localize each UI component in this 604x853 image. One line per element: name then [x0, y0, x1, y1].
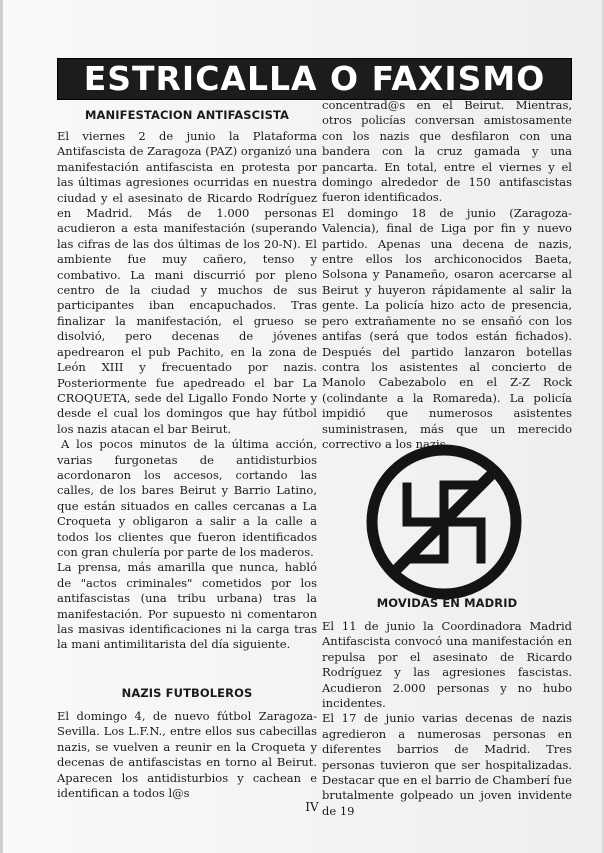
page-edge-left — [0, 0, 3, 853]
crossed-out-swastika-icon — [363, 441, 525, 603]
madrid-paragraph-2: El 17 de junio varias decenas de nazis agredieron a numerosas personas en diferentes barrios de Madrid. Tres personas tuvieron que ser hospitalizadas. Destacar que en el barrio de Chamberí fue brutalmente golpeado un joven invidente de 19 — [322, 711, 572, 818]
section-heading-nazis: NAZIS FUTBOLEROS — [121, 686, 253, 700]
madrid-paragraph-1: El 11 de junio la Coordinadora Madrid Antifascista convocó una manifestación en repulsa por el asesinato de Ricardo Rodríguez y las agresiones fascistas. Acudieron 2.000 personas y no hubo incidentes. — [322, 619, 572, 711]
page-number: IV — [305, 800, 319, 814]
page-title: ESTRICALLA O FAXISMO — [83, 59, 546, 98]
left-column-bottom — [57, 686, 317, 801]
right-column-bottom — [322, 596, 572, 819]
left-column-top — [57, 108, 317, 653]
nazis-paragraph-2: concentrad@s en el Beirut. Mientras, otros policías conversan amistosamente con los nazis que desfilaron con una bandera con la cruz gamada y una pancarta. En total, entre el viernes y el domingo alrededor de 150 antifascistas fueron identificados. — [322, 98, 572, 205]
section-heading-madrid: MOVIDAS EN MADRID — [376, 596, 518, 610]
manifestacion-paragraph-3: La prensa, más amarilla que nunca, habló de "actos criminales" cometidos por los antifascistas (una tribu urbana) tras la manifestación. Por supuesto ni comentaron las masivas identificaciones ni la carga tras la mani antimilitarista del día siguiente. — [57, 560, 317, 652]
right-column-top — [322, 98, 572, 452]
title-banner — [57, 58, 572, 100]
section-heading-manifestacion: MANIFESTACION ANTIFASCISTA — [84, 108, 290, 122]
manifestacion-paragraph-1: El viernes 2 de junio la Plataforma Antifascista de Zaragoza (PAZ) organizó una manifestación antifascista en protesta por las últimas agresiones ocurridas en nuestra ciudad y el asesinato de Ricardo Rodríguez en Madrid. Más de 1.000 personas acudieron a esta manifestación (superando las cifras de las dos últimas de los 20-N). El ambiente fue muy cañero, tenso y combativo. La mani discurrió por pleno centro de la ciudad y muchos de sus participantes iban encapuchados. Tras finalizar la manifestación, el grueso se disolvió, pero decenas de jóvenes apedrearon el pub Pachito, en la zona de León XIII y frecuentado por nazis. Posteriormente fue apedreado el bar La CROQUETA, sede del Ligallo Fondo Norte y desde el cual los domingos que hay fútbol los nazis atacan el bar Beirut. — [57, 129, 317, 436]
nazis-paragraph-3: El domingo 18 de junio (Zaragoza-Valencia), final de Liga por fin y nuevo partido. Apenas una decena de nazis, entre ellos los archiconocidos Baeta, Solsona y Panameño, osaron acercarse al Beirut y huyeron rápidamente al salir la gente. La policía hizo acto de presencia, pero extrañamente no se ensañó con los antifas (será que todos están fichados). Después del partido lanzaron botellas contra los asistentes al concierto de Manolo Cabezabolo en el Z-Z Rock (colindante a la Romareda). La policía impidió que numerosos asistentes suministrasen, más que un merecido correctivo a los nazis. — [322, 205, 572, 451]
nazis-paragraph-1: El domingo 4, de nuevo fútbol Zaragoza-Sevilla. Los L.F.N., entre ellos sus cabecillas nazis, se vuelven a reunir en la Croqueta y decenas de antifascistas en torno al Beirut. Aparecen los antidisturbios y cachean e identifican a todos l@s — [57, 709, 317, 801]
manifestacion-paragraph-2: A los pocos minutos de la última acción, varias furgonetas de antidisturbios acordonaron los accesos, cortando las calles, de los bares Beirut y Barrio Latino, que están situados en calles cercanas a La Croqueta y obligaron a salir a la calle a todos los clientes que fueron identificados con gran chulería por parte de los maderos. — [57, 437, 317, 559]
